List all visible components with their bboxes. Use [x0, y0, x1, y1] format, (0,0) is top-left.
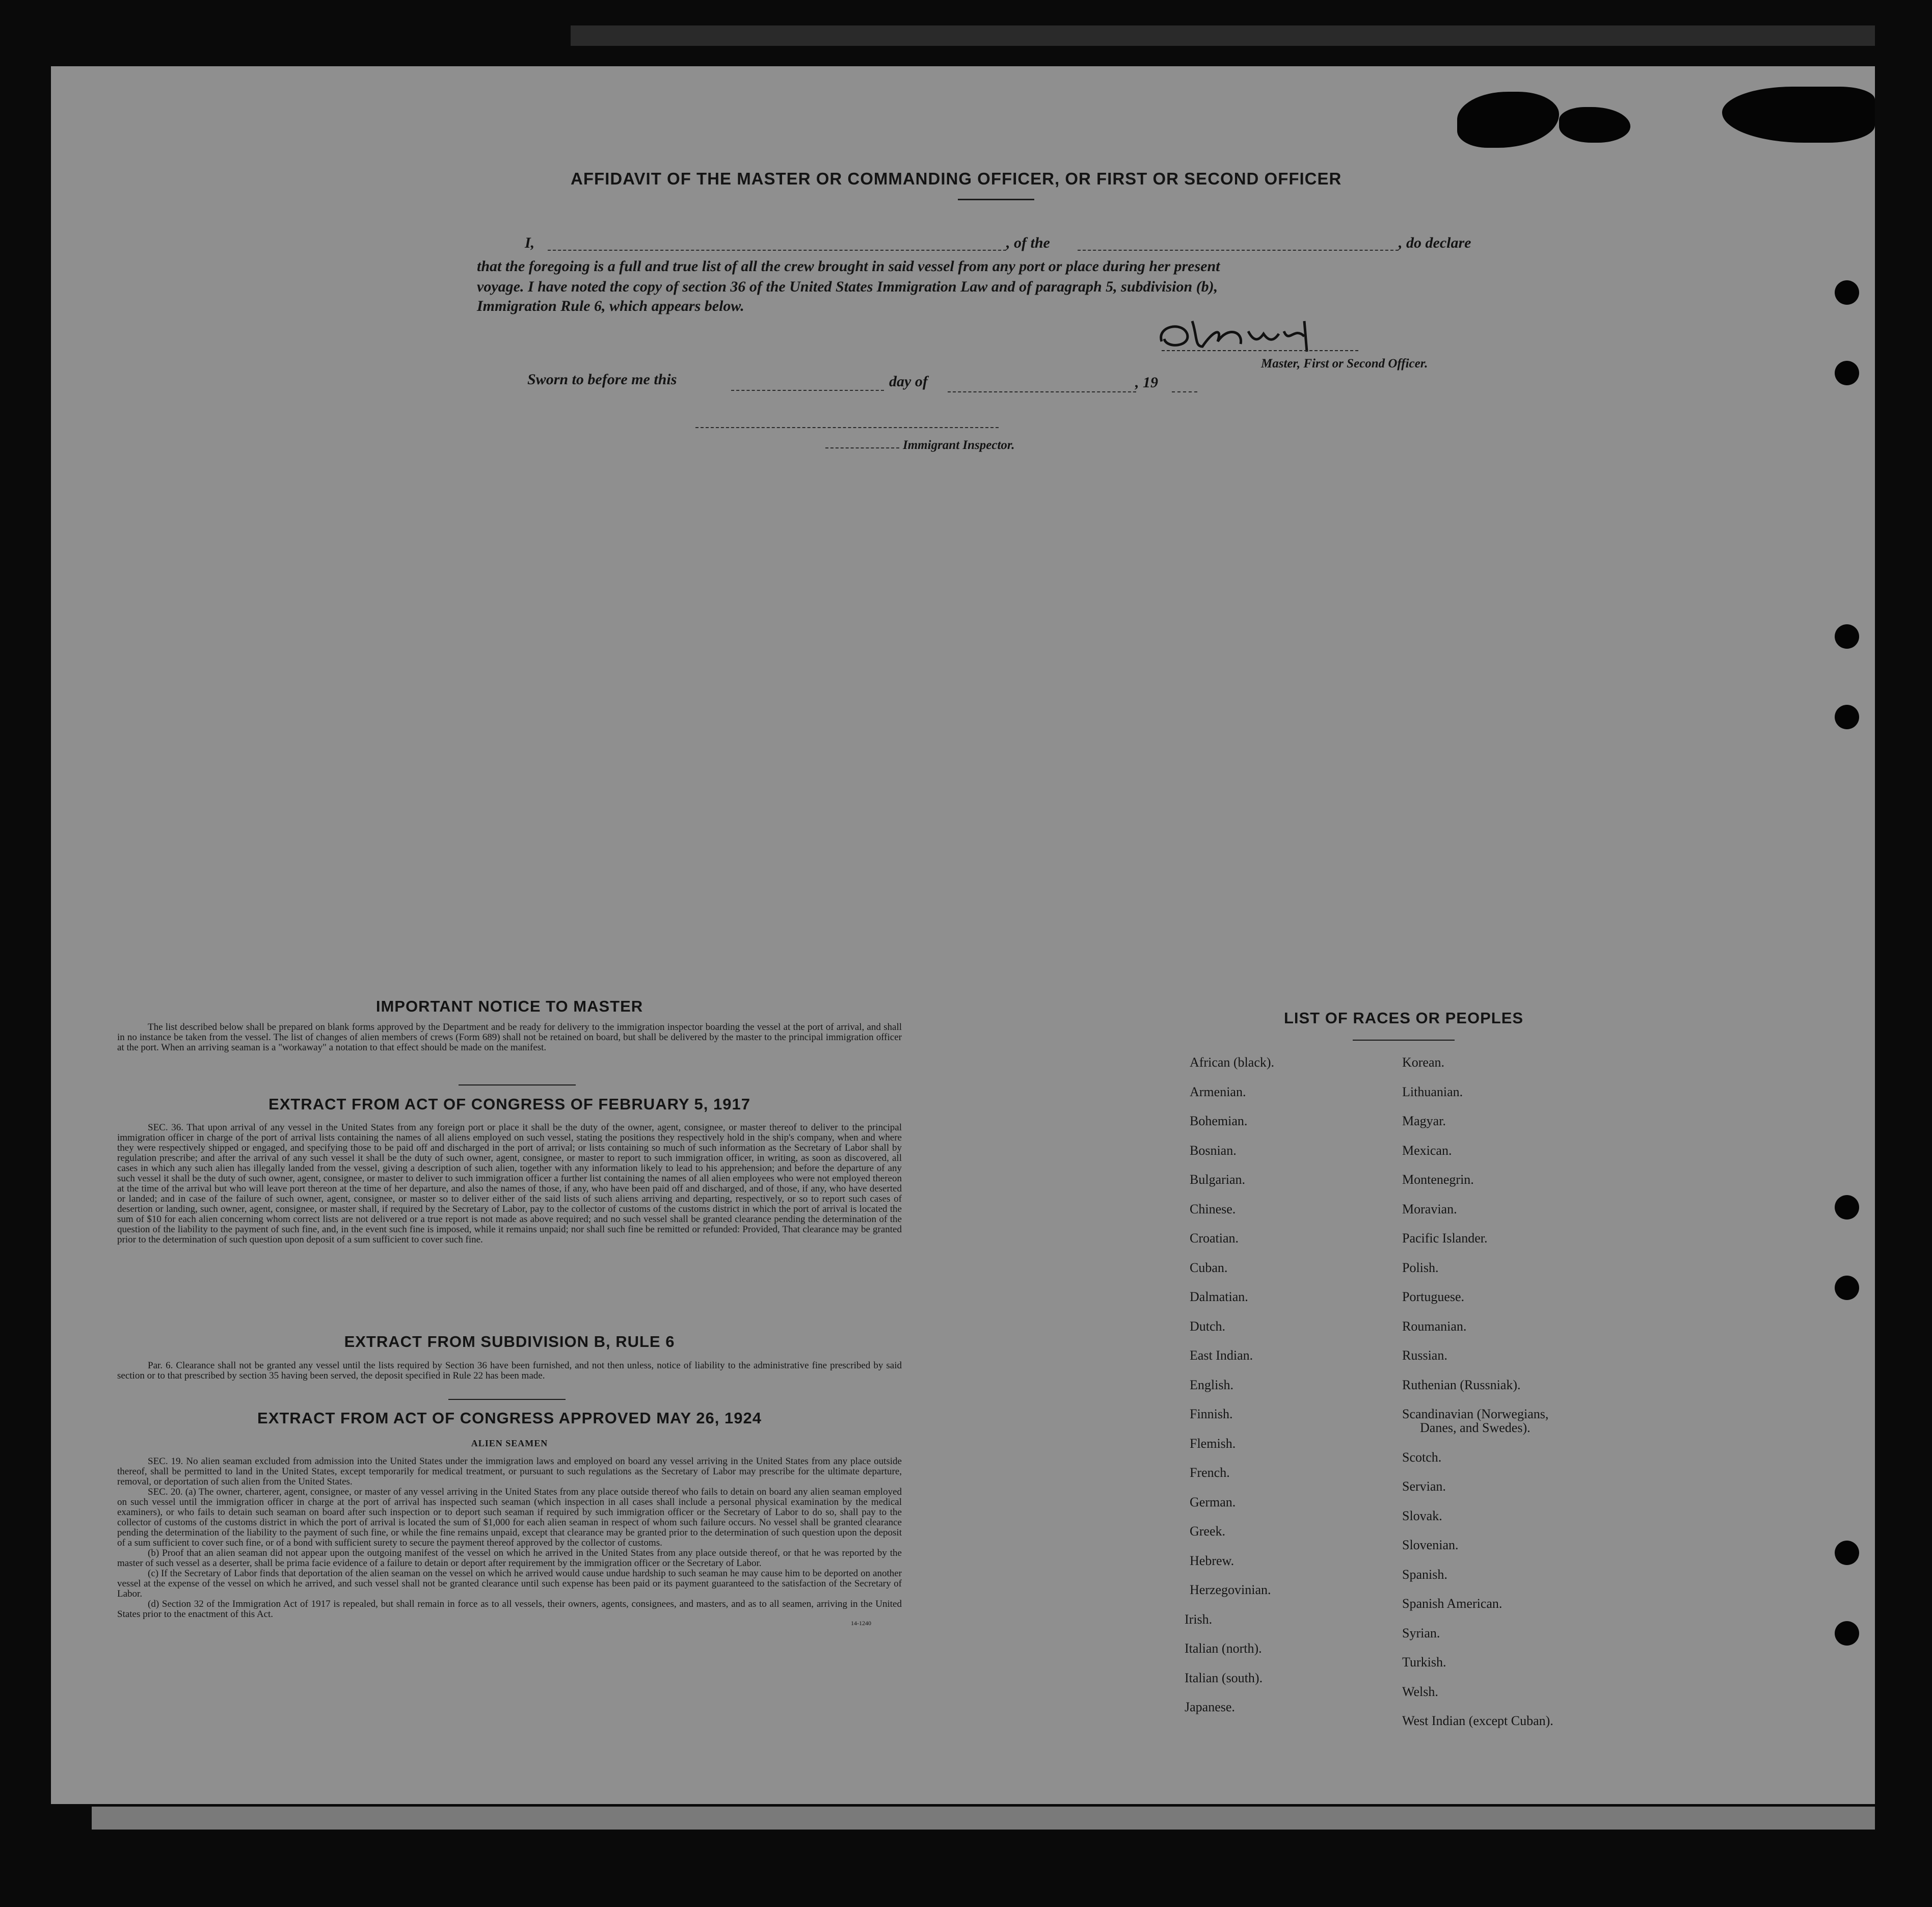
race-item: Russian.	[1402, 1348, 1447, 1363]
race-item: Scandinavian (Norwegians,	[1402, 1407, 1549, 1421]
race-item: Croatian.	[1190, 1231, 1239, 1246]
race-item: Mexican.	[1402, 1143, 1452, 1158]
race-item: Polish.	[1402, 1260, 1439, 1275]
sec-20b-text: (b) Proof that an alien seaman did not appear upon the outgoing manifest of the vessel on which he arrived in the United States from any place outside thereof, or that he was reported by the master of such vessel as a deserter, shall be prima facie evidence of a failure to detain or deport after requirement by the immigration officer or the Secretary of Labor.	[117, 1548, 902, 1569]
race-item: English.	[1190, 1377, 1233, 1392]
affidavit-title: AFFIDAVIT OF THE MASTER OR COMMANDING OFFICER, OR FIRST OR SECOND OFFICER	[571, 169, 1342, 188]
extract-1924-body	[117, 1456, 902, 1627]
race-item: Irish.	[1185, 1611, 1213, 1627]
notice-text: The list described below shall be prepared on blank forms approved by the Department and be ready for delivery to the immigration inspector boarding the vessel at the port of arrival, and shall in no instance be taken from the vessel. The list of changes of alien members of crews (Form 689) shall not be retained on board, but shall be delivered by the master to the principal immigration officer at the port. When an arriving seaman is a "workaway" a notation to that effect should be made on the manifest.	[117, 1022, 902, 1053]
race-item: Scotch.	[1402, 1449, 1442, 1465]
notice-title: IMPORTANT NOTICE TO MASTER	[375, 997, 643, 1015]
race-item: East Indian.	[1190, 1348, 1253, 1363]
day-of-label: day of	[889, 373, 928, 390]
race-item: Chinese.	[1190, 1201, 1236, 1216]
divider	[459, 1084, 576, 1085]
race-item: Lithuanian.	[1402, 1084, 1463, 1099]
do-declare-label: , do declare	[1399, 234, 1471, 251]
of-the-label: , of the	[1006, 234, 1050, 251]
binder-hole	[1835, 624, 1859, 649]
binder-hole	[1835, 280, 1859, 305]
race-item: African (black).	[1190, 1055, 1275, 1070]
sworn-year-field[interactable]	[1172, 391, 1197, 392]
sworn-month-field[interactable]	[948, 391, 1136, 392]
scan-edge-bottom	[92, 1807, 1875, 1830]
race-item: Finnish.	[1190, 1407, 1233, 1421]
races-title-underline	[1353, 1040, 1455, 1041]
race-item: German.	[1190, 1494, 1236, 1509]
sworn-day-field[interactable]	[731, 390, 884, 391]
races-title: LIST OF RACES OR PEOPLES	[1283, 1009, 1524, 1027]
binder-hole	[1835, 705, 1859, 729]
extract-1924-title: EXTRACT FROM ACT OF CONGRESS APPROVED MAY 26, 1924	[257, 1409, 762, 1427]
alien-seamen-subtitle: ALIEN SEAMEN	[471, 1438, 548, 1448]
race-item: Korean.	[1402, 1055, 1445, 1070]
race-item: Danes, and Swedes).	[1420, 1420, 1531, 1435]
binder-hole	[1835, 1195, 1859, 1220]
sec-20c-text: (c) If the Secretary of Labor finds that deportation of the alien seaman on the vessel on which he arrived would cause undue hardship to such seaman he may cause him to be deported on another vessel at the expense of the vessel on which he arrived, and such vessel shall not be granted clearance until such expense has been paid or its payment guaranteed to the satisfaction of the Secretary of Labor.	[117, 1568, 902, 1599]
race-item: Italian (north).	[1185, 1641, 1262, 1656]
race-item: Ruthenian (Russniak).	[1402, 1377, 1521, 1392]
divider	[448, 1399, 566, 1400]
race-item: Japanese.	[1185, 1700, 1235, 1714]
scan-edge-top	[571, 25, 1875, 46]
vessel-field[interactable]	[1078, 250, 1399, 251]
race-item: Turkish.	[1402, 1655, 1446, 1670]
race-item: Bohemian.	[1190, 1114, 1248, 1128]
signature-caption: Master, First or Second Officer.	[1261, 357, 1428, 370]
sec-19-text: SEC. 19. No alien seaman excluded from admission into the United States under the immigration laws and employed on board any vessel arriving in the United States from any place outside thereof, shall be permitted to land in the United States, except temporarily for medical treatment, or pursuant to such regulations as the Secretary of Labor may prescribe for the ultimate departure, removal, or deportation of such alien from the United States.	[117, 1456, 902, 1487]
year-label: , 19	[1135, 374, 1158, 391]
race-item: French.	[1190, 1465, 1230, 1480]
race-item: Pacific Islander.	[1402, 1231, 1488, 1246]
inspector-caption-lead	[825, 447, 899, 448]
race-item: Servian.	[1402, 1479, 1446, 1494]
race-item: Greek.	[1190, 1524, 1226, 1539]
form-number: 14-1240	[851, 1620, 871, 1627]
i-label: I,	[525, 234, 535, 251]
inspector-signature-field[interactable]	[695, 427, 999, 428]
race-item: Welsh.	[1402, 1684, 1438, 1699]
race-item: Hebrew.	[1190, 1553, 1235, 1568]
binder-hole	[1835, 1541, 1859, 1565]
race-item: Italian (south).	[1185, 1670, 1263, 1685]
race-item: Slovenian.	[1402, 1538, 1459, 1552]
race-item: Slovak.	[1402, 1508, 1442, 1523]
binder-hole	[1835, 1276, 1859, 1300]
race-item: Moravian.	[1402, 1201, 1457, 1216]
race-item: Magyar.	[1402, 1114, 1446, 1128]
affidavit-line-3: voyage. I have noted the copy of section 36 of the United States Immigration Law and of paragraph 5, subdivision (b),	[477, 278, 1218, 295]
race-item: Spanish American.	[1402, 1596, 1502, 1611]
binder-hole	[1835, 1621, 1859, 1646]
race-item: Bulgarian.	[1190, 1172, 1246, 1187]
title-underline	[958, 199, 1034, 200]
race-item: Cuban.	[1190, 1260, 1228, 1275]
race-item: Armenian.	[1190, 1084, 1246, 1099]
affidavit-line-4: Immigration Rule 6, which appears below.	[477, 298, 744, 314]
sworn-label: Sworn to before me this	[527, 371, 677, 388]
subdivision-title: EXTRACT FROM SUBDIVISION B, RULE 6	[344, 1333, 675, 1350]
inspector-caption: Immigrant Inspector.	[903, 438, 1015, 452]
sec-20d-text: (d) Section 32 of the Immigration Act of 1917 is repealed, but shall remain in force as to all vessels, their owners, agents, consignees, and masters, and as to all seamen, arriving in the United States prior to the enactment of this Act.	[117, 1599, 902, 1620]
race-item: Montenegrin.	[1402, 1172, 1474, 1187]
race-item: West Indian (except Cuban).	[1402, 1713, 1553, 1728]
affidavit-line-2: that the foregoing is a full and true list of all the crew brought in said vessel from any port or place during her present	[477, 258, 1220, 275]
subdivision-text: Par. 6. Clearance shall not be granted any vessel until the lists required by Section 36 have been furnished, and not then unless, notice of liability to the administrative fine prescribed by said section or to that prescribed by section 35 having been served, the deposit specified in Rule 22 has been made.	[117, 1360, 902, 1381]
name-field[interactable]	[548, 250, 1006, 251]
signature	[1151, 311, 1365, 357]
race-item: Spanish.	[1402, 1567, 1447, 1582]
race-item: Syrian.	[1402, 1625, 1440, 1640]
race-item: Dalmatian.	[1190, 1289, 1248, 1304]
race-item: Roumanian.	[1402, 1318, 1467, 1334]
extract-1917-title: EXTRACT FROM ACT OF CONGRESS OF FEBRUARY 5, 1917	[269, 1095, 750, 1113]
race-item: Dutch.	[1190, 1318, 1226, 1334]
race-item: Bosnian.	[1190, 1143, 1237, 1158]
binder-hole	[1835, 361, 1859, 385]
extract-1917-text: SEC. 36. That upon arrival of any vessel in the United States from any foreign port or place it shall be the duty of the owner, agent, consignee, or master thereof to deliver to the principal immigration officer in charge of the port of arrival lists containing the names of all aliens employed on such vessel, stating the positions they respectively hold in the ship's company, when and where they were respectively shipped or engaged, and specifying those to be paid off and discharged in the port of arrival; or lists containing so much of such information as the Secretary of Labor shall by regulation prescribe; and after the arrival of any such vessel it shall be the duty of such owner, agent, consignee, or master to report to such immigration officer, in writing, as soon as discovered, all cases in which any such alien has illegally landed from the vessel, giving a description of such alien, together with any information likely to lead to his apprehension; and before the departure of any such vessel it shall be the duty of such owner, agent, consignee, or master to deliver to such immigration officer a further list containing the names of all alien employees who were not employed thereon at the time of the arrival but who will leave port thereon at the time of her departure, and also the names of those, if any, who have been paid off and discharged, and of those, if any, who have deserted or landed; and in case of the failure of such owner, agent, consignee, or master so to deliver either of the said lists of such aliens arriving and departing, respectively, or so to report such cases of desertion or landing, such owner, agent, consignee, or master shall, if required by the Secretary of Labor, pay to the collector of customs of the customs district in which the port of arrival is located the sum of $10 for each alien concerning whom correct lists are not delivered or a true report is not made as above required; and no such vessel shall be granted clearance pending the determination of the question of the liability to the payment of such fine, and, in the event such fine is imposed, while it remains unpaid; nor shall such fine be remitted or refunded: Provided, That clearance may be granted prior to the determination of such question upon deposit of a sum sufficient to cover such fine.	[117, 1122, 902, 1245]
race-item: Herzegovinian.	[1190, 1582, 1271, 1597]
race-item: Flemish.	[1190, 1436, 1236, 1451]
race-item: Portuguese.	[1402, 1289, 1465, 1304]
sec-20a-text: SEC. 20. (a) The owner, charterer, agent, consignee, or master of any vessel arriving in the United States from any place outside thereof who fails to detain on board any alien seaman employed on such vessel until the immigration officer in charge at the port of arrival has inspected such seaman (which inspection in all cases shall include a personal physical examination by the medical examiners), or who fails to detain such seaman on board after such inspection or to deport such seaman if required by such immigration officer or the Secretary of Labor to do so, shall pay to the collector of customs of the customs district in which the port of arrival is located the sum of $1,000 for each alien seaman in respect of whom such failure occurs. No vessel shall be granted clearance pending the determination of the liability to the payment of such fine, or while the fine remains unpaid, except that clearance may be granted prior to the determination of such question upon the deposit of a sum sufficient to cover such fine, or of a bond with sufficient surety to secure the payment thereof approved by the collector of customs.	[117, 1487, 902, 1548]
